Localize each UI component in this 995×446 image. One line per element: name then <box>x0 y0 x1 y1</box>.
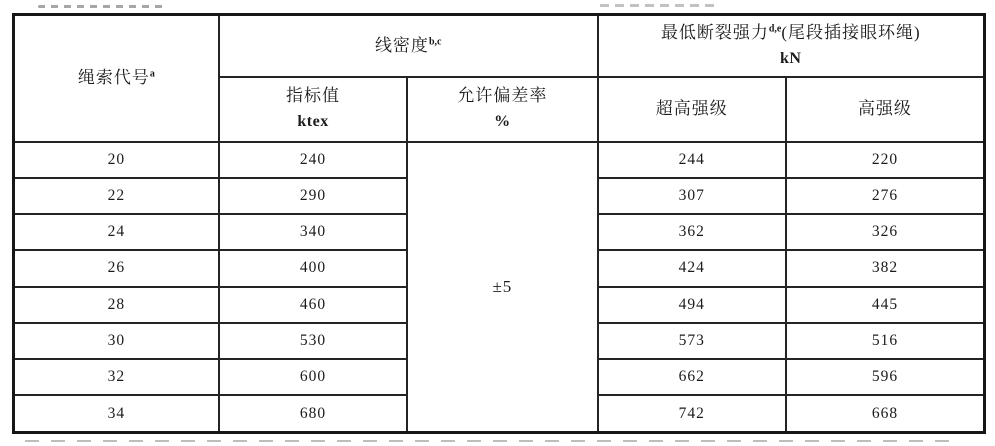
header-breaking-strength-paren: (尾段插接眼环绳) <box>781 23 921 43</box>
cell-ultra-high: 424 <box>598 250 786 286</box>
cell-ktex: 460 <box>219 287 407 323</box>
header-linear-density <box>219 15 598 77</box>
cell-ktex: 290 <box>219 178 407 214</box>
cell-rope-code: 22 <box>14 178 219 214</box>
cell-rope-code: 32 <box>14 359 219 395</box>
rope-spec-table <box>12 13 986 434</box>
table-row <box>14 142 985 178</box>
scan-artifact-top-left <box>38 5 168 8</box>
cell-rope-code: 30 <box>14 323 219 359</box>
cell-rope-code: 24 <box>14 214 219 250</box>
cell-high: 276 <box>786 178 985 214</box>
cell-ktex: 240 <box>219 142 407 178</box>
cell-high: 382 <box>786 250 985 286</box>
cell-high: 220 <box>786 142 985 178</box>
cell-rope-code: 20 <box>14 142 219 178</box>
cell-ultra-high: 662 <box>598 359 786 395</box>
cell-rope-code: 34 <box>14 395 219 432</box>
scan-artifact-top-mid <box>600 4 720 7</box>
cell-rope-code: 28 <box>14 287 219 323</box>
cell-high: 326 <box>786 214 985 250</box>
header-deviation-label: 允许偏差率 <box>457 86 548 106</box>
cell-ultra-high: 742 <box>598 395 786 432</box>
header-high-grade: 高强级 <box>786 77 985 142</box>
cell-ultra-high: 362 <box>598 214 786 250</box>
header-linear-density-sup: b,c <box>428 35 442 47</box>
spec-table-container <box>12 13 986 434</box>
scan-artifact-bottom <box>25 440 955 442</box>
cell-ultra-high: 494 <box>598 287 786 323</box>
cell-ktex: 680 <box>219 395 407 432</box>
cell-ktex: 340 <box>219 214 407 250</box>
header-breaking-strength-sup: d,e <box>768 23 782 35</box>
cell-rope-code: 26 <box>14 250 219 286</box>
cell-ultra-high: 573 <box>598 323 786 359</box>
header-index-value <box>219 77 407 142</box>
cell-high: 596 <box>786 359 985 395</box>
header-breaking-strength <box>598 15 985 77</box>
header-index-value-label: 指标值 <box>286 86 341 106</box>
cell-high: 668 <box>786 395 985 432</box>
cell-ktex: 600 <box>219 359 407 395</box>
cell-ktex: 400 <box>219 250 407 286</box>
header-linear-density-label: 线密度 <box>374 35 429 55</box>
header-breaking-strength-unit: kN <box>780 49 802 67</box>
header-rope-code <box>14 15 219 142</box>
header-deviation <box>407 77 597 142</box>
header-breaking-strength-label: 最低断裂强力 <box>660 23 769 43</box>
header-breaking-strength-title <box>599 20 983 46</box>
cell-high: 516 <box>786 323 985 359</box>
cell-ktex: 530 <box>219 323 407 359</box>
cell-ultra-high: 244 <box>598 142 786 178</box>
header-ultra-high-grade: 超高强级 <box>598 77 786 142</box>
cell-deviation-merged: ±5 <box>407 142 597 433</box>
cell-high: 445 <box>786 287 985 323</box>
header-rope-code-sup: a <box>149 68 155 80</box>
header-rope-code-label: 绳索代号 <box>77 68 150 88</box>
header-deviation-unit: % <box>494 112 511 130</box>
header-index-value-unit: ktex <box>297 112 329 130</box>
cell-ultra-high: 307 <box>598 178 786 214</box>
